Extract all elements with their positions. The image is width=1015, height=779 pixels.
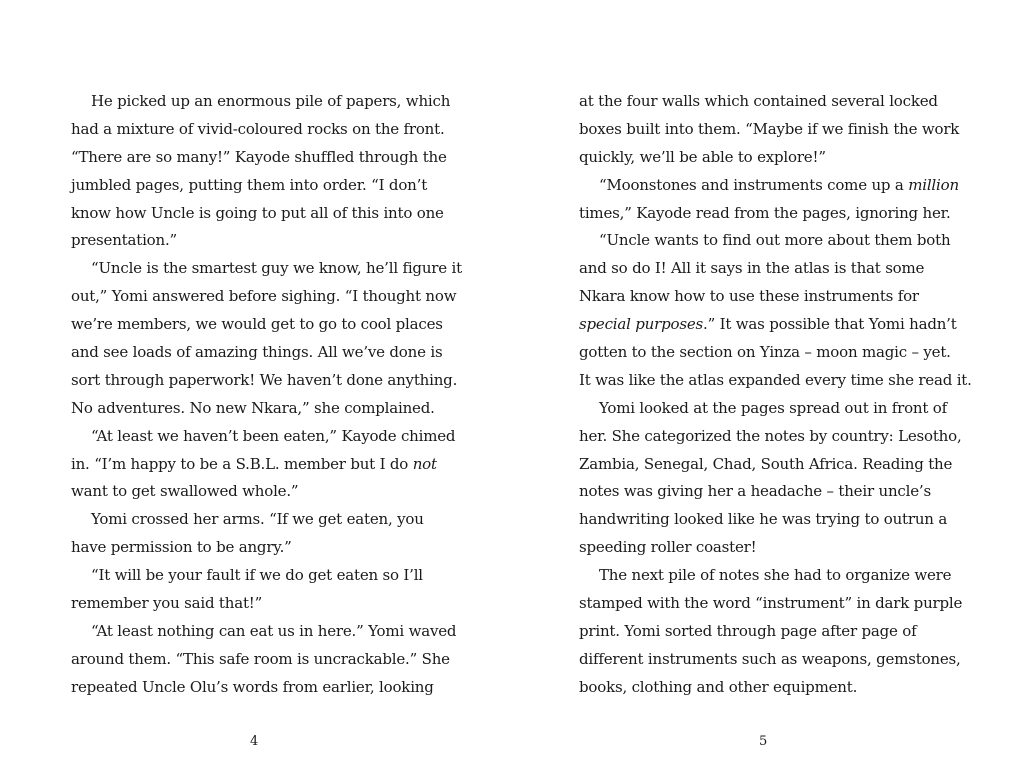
left-page bbox=[0, 0, 507, 779]
text-line: boxes built into them. “Maybe if we finish the work bbox=[579, 119, 960, 138]
text-line: want to get swallowed whole.” bbox=[71, 482, 299, 501]
text-line: around them. “This safe room is uncrackable.” She bbox=[71, 649, 450, 668]
text-line: “Uncle is the smartest guy we know, he’ll figure it bbox=[91, 259, 462, 278]
text-line: out,” Yomi answered before sighing. “I thought now bbox=[71, 287, 457, 306]
text-line: we’re members, we would get to go to cool places bbox=[71, 315, 443, 334]
text-line: and see loads of amazing things. All we’ve done is bbox=[71, 343, 443, 362]
left-page-text bbox=[71, 88, 462, 702]
text-line: “There are so many!” Kayode shuffled through the bbox=[71, 147, 447, 166]
text-line: repeated Uncle Olu’s words from earlier, looking bbox=[71, 677, 434, 696]
text-line: “It will be your fault if we do get eaten so I’ll bbox=[91, 566, 423, 585]
text-line: had a mixture of vivid-coloured rocks on the front. bbox=[71, 119, 445, 138]
text-line: books, clothing and other equipment. bbox=[579, 677, 858, 696]
text-line: Yomi looked at the pages spread out in front of bbox=[599, 398, 947, 417]
text-line: jumbled pages, putting them into order. “I don’t bbox=[71, 175, 428, 194]
text-line-segment: in. “I’m happy to be a S.B.L. member but I do bbox=[71, 454, 413, 473]
text-line: know how Uncle is going to put all of this into one bbox=[71, 203, 444, 222]
text-line: Nkara know how to use these instruments for bbox=[579, 287, 919, 306]
text-line-segment: .” It was possible that Yomi hadn’t bbox=[703, 315, 957, 334]
text-line: sort through paperwork! We haven’t done anything. bbox=[71, 370, 458, 389]
text-line: The next pile of notes she had to organize were bbox=[599, 566, 952, 585]
text-line bbox=[579, 311, 957, 339]
right-page-number: 5 bbox=[759, 734, 768, 749]
text-line: times,” Kayode read from the pages, ignoring her. bbox=[579, 203, 951, 222]
text-line: quickly, we’ll be able to explore!” bbox=[579, 147, 826, 166]
text-line: different instruments such as weapons, gemstones, bbox=[579, 649, 961, 668]
emphasized-text: not bbox=[412, 454, 437, 473]
text-line: gotten to the section on Yinza – moon magic – yet. bbox=[579, 343, 951, 362]
text-line: He picked up an enormous pile of papers, which bbox=[91, 92, 451, 110]
text-line: her. She categorized the notes by country: Lesotho, bbox=[579, 426, 962, 445]
text-line: Yomi crossed her arms. “If we get eaten, you bbox=[91, 510, 424, 529]
text-line: remember you said that!” bbox=[71, 594, 263, 613]
right-page-text bbox=[579, 88, 972, 702]
emphasized-text: million bbox=[908, 175, 959, 194]
text-line: at the four walls which contained several locked bbox=[579, 92, 938, 110]
right-page bbox=[507, 0, 1015, 779]
text-line: print. Yomi sorted through page after page of bbox=[579, 621, 917, 640]
text-line: notes was giving her a headache – their uncle’s bbox=[579, 482, 931, 501]
text-line: “Uncle wants to find out more about them both bbox=[599, 231, 951, 250]
emphasized-text: special purposes bbox=[579, 315, 704, 334]
text-line: and so do I! All it says in the atlas is that some bbox=[579, 259, 925, 278]
text-line-segment: “Moonstones and instruments come up a bbox=[599, 175, 909, 194]
text-line: handwriting looked like he was trying to outrun a bbox=[579, 510, 948, 529]
text-line: stamped with the word “instrument” in dark purple bbox=[579, 594, 963, 613]
text-line: “At least nothing can eat us in here.” Yomi waved bbox=[91, 621, 457, 640]
text-line bbox=[71, 451, 446, 479]
text-line: speeding roller coaster! bbox=[579, 538, 757, 557]
text-line: No adventures. No new Nkara,” she complained. bbox=[71, 398, 435, 417]
text-line: have permission to be angry.” bbox=[71, 538, 292, 557]
text-line bbox=[579, 172, 959, 200]
text-line: It was like the atlas expanded every time she read it. bbox=[579, 370, 972, 389]
text-line: “At least we haven’t been eaten,” Kayode chimed bbox=[91, 426, 456, 445]
text-line: presentation.” bbox=[71, 231, 178, 250]
left-page-number: 4 bbox=[250, 734, 259, 749]
text-line: Zambia, Senegal, Chad, South Africa. Reading the bbox=[579, 454, 953, 473]
